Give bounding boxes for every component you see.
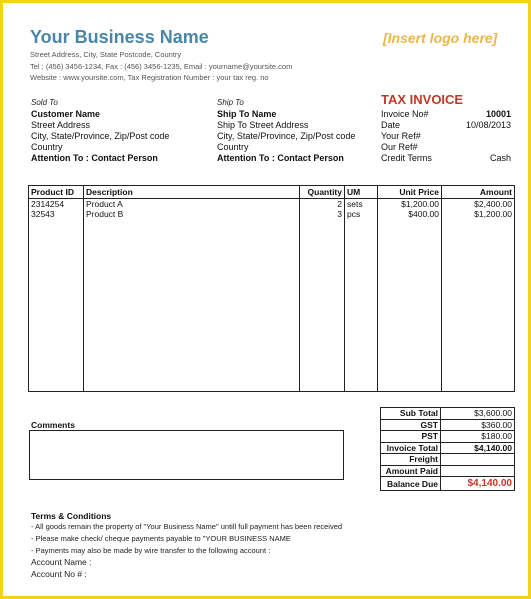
header-unit-price: Unit Price xyxy=(378,186,442,199)
amount-paid-row xyxy=(381,465,515,477)
business-website: Website : www.yoursite.com, Tax Registration Number : your tax reg. no xyxy=(30,73,269,82)
ship-to-city: City, State/Province, Zip/Post code xyxy=(217,131,356,141)
invoice-total-row xyxy=(381,442,515,454)
comments-label: Comments xyxy=(31,420,75,430)
freight-label: Freight xyxy=(381,454,441,466)
amount-paid-value xyxy=(441,465,515,477)
items-header-row xyxy=(29,186,515,199)
invoice-total-label: Invoice Total xyxy=(381,442,441,454)
header-um: UM xyxy=(345,186,378,199)
terms-line-1: - All goods remain the property of "Your Business Name" untill full payment has been received xyxy=(31,522,343,531)
gst-value: $360.00 xyxy=(441,419,515,431)
business-address: Street Address, City, State Postcode, Country xyxy=(30,50,182,59)
ship-to-attention: Attention To : Contact Person xyxy=(217,153,344,163)
header-amount: Amount xyxy=(442,186,515,199)
cell-description: Product B xyxy=(84,209,300,219)
invoice-date: 10/08/2013 xyxy=(465,120,511,130)
cell-product-id: 32543 xyxy=(29,209,84,219)
amount-paid-label: Amount Paid xyxy=(381,465,441,477)
cell-amount: $2,400.00 xyxy=(442,199,515,210)
table-row xyxy=(29,199,515,210)
table-row xyxy=(29,209,515,219)
ship-to-country: Country xyxy=(217,142,249,152)
ship-to-name: Ship To Name xyxy=(217,109,277,119)
gst-label: GST xyxy=(381,419,441,431)
cell-description: Product A xyxy=(84,199,300,210)
account-name-label: Account Name : xyxy=(31,557,92,567)
credit-terms-value: Cash xyxy=(489,153,511,163)
invoice-date-label: Date xyxy=(381,120,401,130)
sold-to-attention: Attention To : Contact Person xyxy=(31,153,158,163)
invoice-total-value: $4,140.00 xyxy=(441,442,515,454)
terms-line-3: - Payments may also be made by wire transfer to the following account : xyxy=(31,546,271,555)
tax-invoice-title: TAX INVOICE xyxy=(381,92,464,107)
balance-due-label: Balance Due xyxy=(381,477,441,491)
business-name: Your Business Name xyxy=(30,27,209,47)
invoice-number-label: Invoice No# xyxy=(381,109,429,119)
comments-box xyxy=(29,430,344,480)
ship-to-label: Ship To xyxy=(217,98,244,107)
totals-table xyxy=(380,407,515,491)
cell-um: sets xyxy=(345,199,378,210)
header-product-id: Product ID xyxy=(29,186,84,199)
pst-label: PST xyxy=(381,431,441,443)
cell-amount: $1,200.00 xyxy=(442,209,515,219)
balance-due-row xyxy=(381,477,515,491)
cell-quantity: 2 xyxy=(300,199,345,210)
header-description: Description xyxy=(84,186,300,199)
gst-row xyxy=(381,419,515,431)
sold-to-country: Country xyxy=(31,142,63,152)
items-table xyxy=(28,185,515,392)
subtotal-value: $3,600.00 xyxy=(441,408,515,420)
freight-value xyxy=(441,454,515,466)
business-contact: Tel : (456) 3456-1234, Fax : (456) 3456-1235, Email : yourname@yoursite.com xyxy=(30,62,293,71)
pst-value: $180.00 xyxy=(441,431,515,443)
sold-to-label: Sold To xyxy=(31,98,58,107)
logo-placeholder: [Insert logo here] xyxy=(383,30,498,46)
subtotal-label: Sub Total xyxy=(381,408,441,420)
our-ref-label: Our Ref# xyxy=(381,142,418,152)
cell-unit-price: $400.00 xyxy=(378,209,442,219)
cell-um: pcs xyxy=(345,209,378,219)
ship-to-street: Ship To Street Address xyxy=(217,120,309,130)
terms-title: Terms & Conditions xyxy=(31,511,112,521)
terms-line-2: - Please make check/ cheque payments payable to "YOUR BUSINESS NAME xyxy=(31,534,291,543)
header-quantity: Quantity xyxy=(300,186,345,199)
sold-to-name: Customer Name xyxy=(31,109,101,119)
cell-unit-price: $1,200.00 xyxy=(378,199,442,210)
cell-product-id: 2314254 xyxy=(29,199,84,210)
freight-row xyxy=(381,454,515,466)
table-empty-area xyxy=(29,219,515,392)
pst-row xyxy=(381,431,515,443)
balance-due-value xyxy=(441,477,515,491)
sold-to-street: Street Address xyxy=(31,120,91,130)
invoice-number: 10001 xyxy=(485,109,511,119)
sold-to-city: City, State/Province, Zip/Post code xyxy=(31,131,170,141)
your-ref-label: Your Ref# xyxy=(381,131,421,141)
cell-quantity: 3 xyxy=(300,209,345,219)
account-no-label: Account No # : xyxy=(31,569,87,579)
credit-terms-label: Credit Terms xyxy=(381,153,432,163)
balance-due-amount: $4,140.00 xyxy=(467,478,512,489)
subtotal-row xyxy=(381,408,515,420)
